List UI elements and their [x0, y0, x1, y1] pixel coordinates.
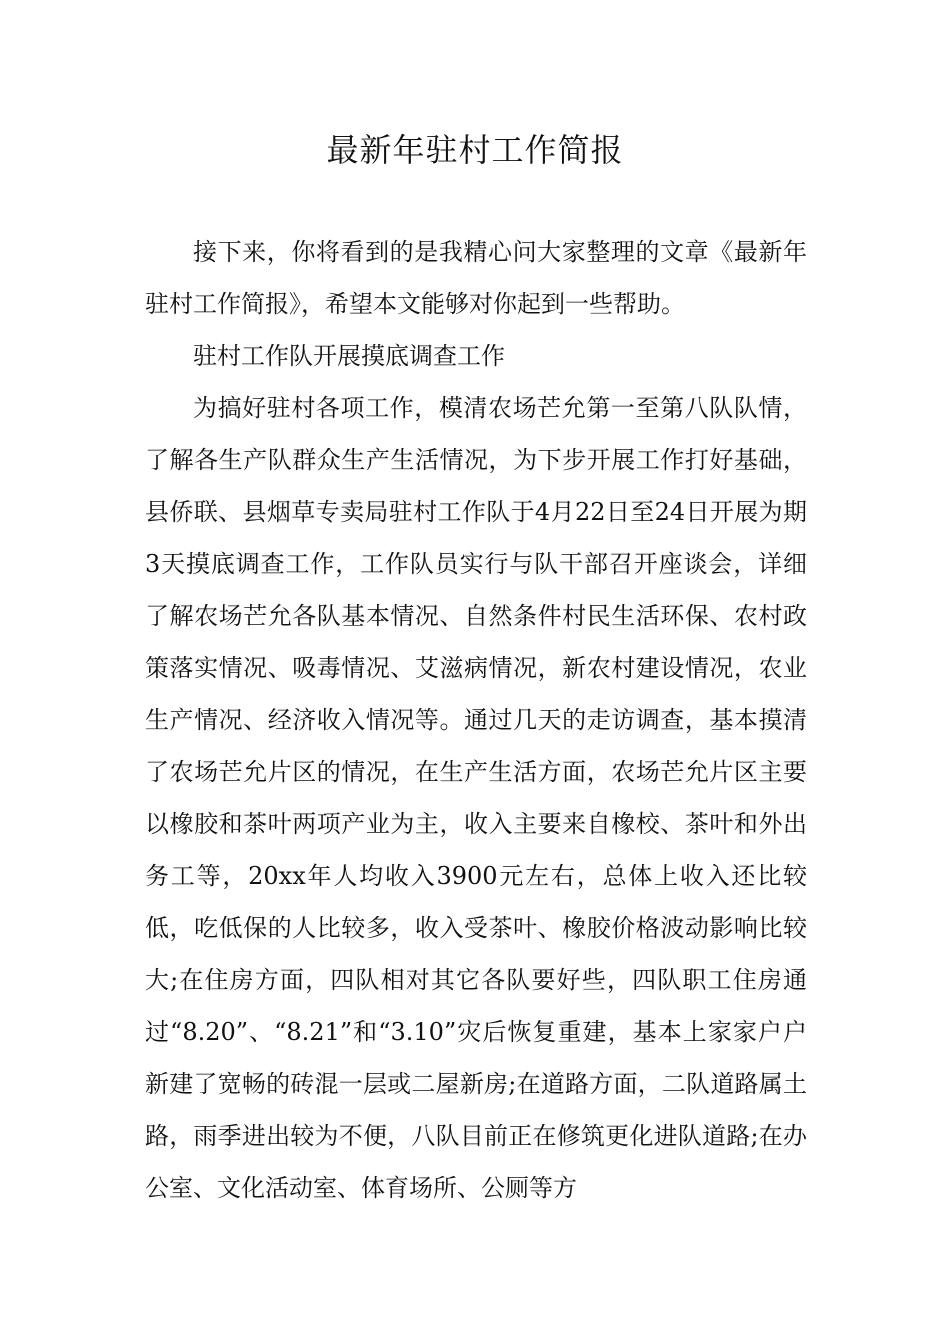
intro-paragraph: 接下来，你将看到的是我精心问大家整理的文章《最新年驻村工作简报》，希望本文能够对你起到一些帮助。 [145, 238, 807, 318]
section-heading: 驻村工作队开展摸底调查工作 [193, 342, 505, 370]
document-body [145, 226, 807, 1214]
body-paragraph: 为搞好驻村各项工作，模清农场芒允第一至第八队队情，了解各生产队群众生产生活情况，为下步开展工作打好基础，县侨联、县烟草专卖局驻村工作队于4月22日至24日开展为期3天摸底调查工作，工作队员实行与队干部召开座谈会，详细了解农场芒允各队基本情况、自然条件村民生活环保、农村政策落实情况、吸毒情况、艾滋病情况，新农村建设情况，农业生产情况、经济收入情况等。通过几天的走访调查，基本摸清了农场芒允片区的情况，在生产生活方面，农场芒允片区主要以橡胶和茶叶两项产业为主，收入主要来自橡校、茶叶和外出务工等，20xx年人均收入3900元左右，总体上收入还比较低，吃低保的人比较多，收入受茶叶、橡胶价格波动影响比较大;在住房方面，四队相对其它各队要好些，四队职工住房通过“8.20”、“8.21”和“3.10”灾后恢复重建，基本上家家户户新建了宽畅的砖混一层或二屋新房;在道路方面，二队道路属土路，雨季进出较为不便，八队目前正在修筑更化进队道路;在办公室、文化活动室、体育场所、公厕等方 [145, 394, 807, 1202]
document-title: 最新年驻村工作简报 [326, 131, 624, 169]
